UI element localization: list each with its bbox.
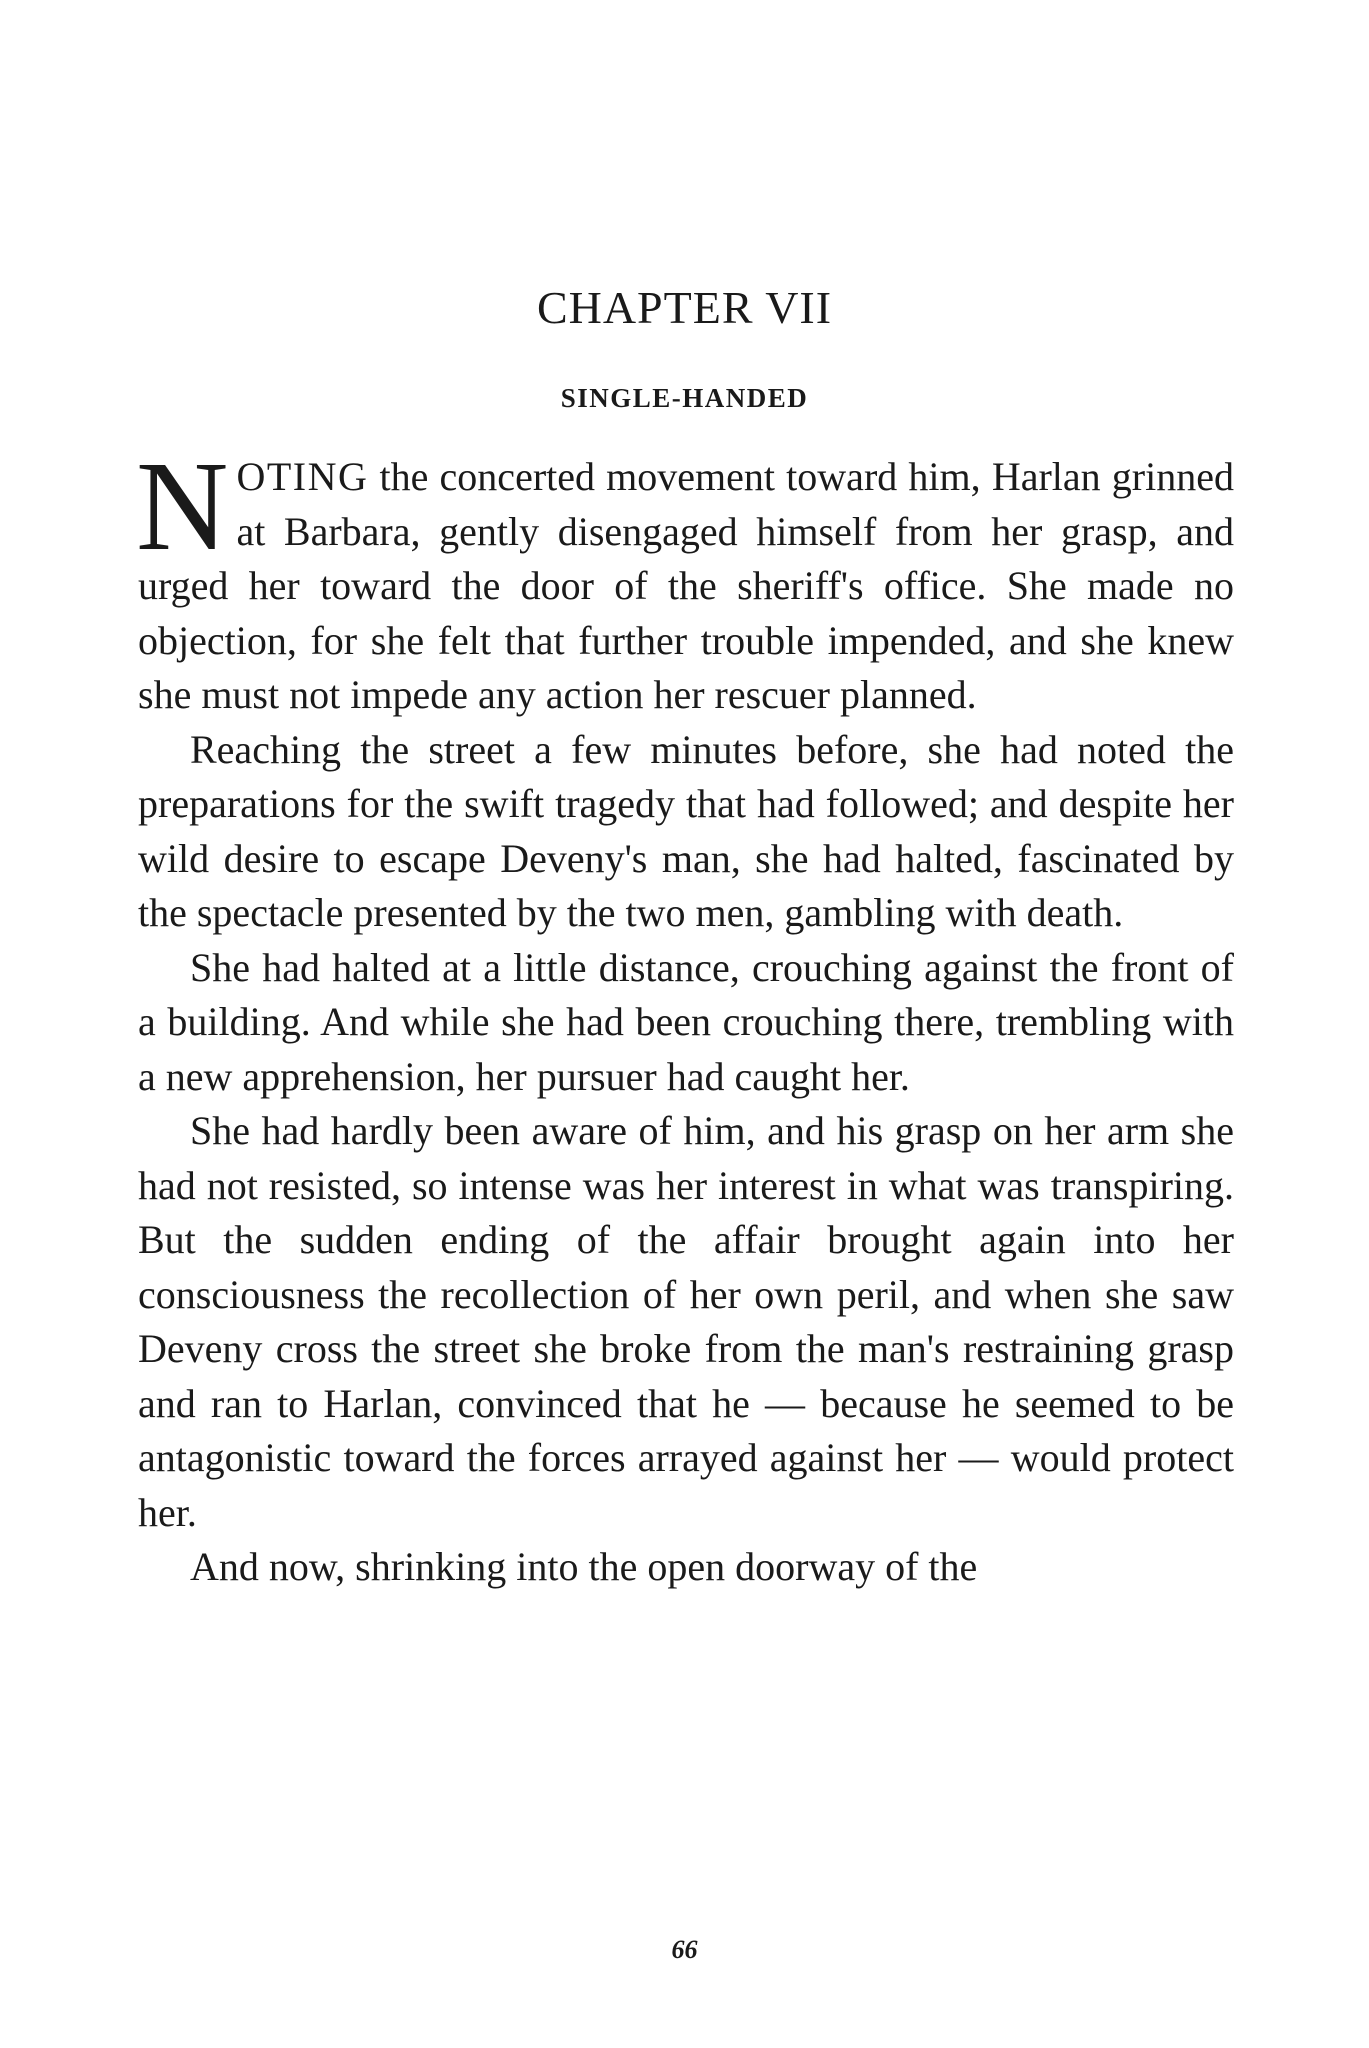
chapter-title: CHAPTER VII — [536, 282, 833, 333]
chapter-subtitle: SINGLE-HANDED — [560, 383, 809, 413]
paragraph-4: She had hardly been aware of him, and his grasp on her arm she had not resisted, so intense was her interest in what was transpiring. But the sudden ending of the affair brought again into her consciousness the recollection of her own peril, and when she saw Deveny cross the street she broke from the man's restraining grasp and ran to Harlan, convinced that he — because he seemed to be antagonistic toward the forces arrayed against her — would protect her. — [138, 1108, 1234, 1535]
drop-cap: N — [136, 435, 229, 577]
paragraph-1 — [136, 435, 1234, 723]
paragraph-5: And now, shrinking into the open doorway of the — [190, 1544, 978, 1589]
body-text — [136, 435, 1234, 1595]
paragraph-1-text: the concerted movement toward him, Harlan grinned at Barbara, gently disengaged himself from her grasp, and urged her toward the door of the sheriff's office. She made no objection, for she felt that further trouble impended, and she knew she must not impede any action her rescuer planned. — [138, 454, 1234, 717]
lead-caps: OTING — [236, 454, 369, 499]
paragraph-2: Reaching the street a few minutes before, she had noted the preparations for the swift tragedy that had followed; and despite her wild desire to escape Deveny's man, she had halted, fascinated by the spectacle presented by the two men, gambling with death. — [138, 726, 1234, 935]
paragraph-3: She had halted at a little distance, crouching against the front of a building. And while she had been crouching there, trembling with a new apprehension, her pursuer had caught her. — [138, 944, 1234, 1099]
page-number: 66 — [671, 1935, 698, 1964]
